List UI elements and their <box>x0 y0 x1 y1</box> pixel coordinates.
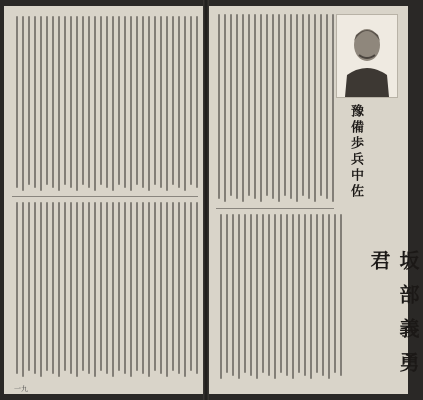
text-line <box>106 202 108 374</box>
text-line <box>40 16 42 191</box>
text-line <box>248 14 250 196</box>
text-line <box>94 16 96 191</box>
text-line <box>58 202 60 377</box>
text-line <box>326 14 328 199</box>
text-line <box>172 16 174 185</box>
text-line <box>118 16 120 185</box>
text-line <box>154 16 156 185</box>
text-line <box>250 214 252 376</box>
text-line <box>46 16 48 185</box>
text-line <box>160 202 162 374</box>
text-line <box>28 16 30 185</box>
text-line <box>70 16 72 188</box>
text-line <box>106 16 108 188</box>
text-line <box>52 16 54 188</box>
text-line <box>166 16 168 191</box>
text-line <box>314 14 316 202</box>
text-line <box>16 202 18 374</box>
text-line <box>46 202 48 371</box>
text-line <box>236 14 238 199</box>
text-line <box>260 14 262 202</box>
text-line <box>136 202 138 371</box>
text-line <box>266 14 268 196</box>
text-line <box>82 202 84 371</box>
text-line <box>310 214 312 379</box>
text-line <box>130 202 132 377</box>
text-line <box>328 214 330 379</box>
text-line <box>292 214 294 379</box>
text-line <box>136 16 138 185</box>
text-line <box>112 16 114 191</box>
text-line <box>172 202 174 371</box>
text-line <box>340 214 342 376</box>
text-line <box>124 202 126 374</box>
text-line <box>262 214 264 373</box>
text-line <box>22 16 24 191</box>
text-line <box>302 14 304 196</box>
text-line <box>184 16 186 191</box>
text-line <box>226 214 228 373</box>
text-line <box>130 16 132 191</box>
column-divider <box>216 208 334 209</box>
text-line <box>166 202 168 377</box>
page-number: 一九 <box>14 385 28 393</box>
text-line <box>298 214 300 373</box>
text-line <box>160 16 162 188</box>
text-line <box>34 16 36 188</box>
text-line <box>308 14 310 199</box>
text-line <box>224 14 226 202</box>
text-line <box>82 16 84 185</box>
text-line <box>274 214 276 379</box>
text-line <box>242 14 244 202</box>
text-line <box>278 14 280 202</box>
text-line <box>64 16 66 185</box>
text-line <box>322 214 324 376</box>
text-line <box>148 202 150 377</box>
text-line <box>190 16 192 185</box>
text-line <box>334 214 336 373</box>
text-line <box>100 202 102 371</box>
text-line <box>70 202 72 374</box>
text-line <box>220 214 222 379</box>
text-line <box>280 214 282 373</box>
text-line <box>52 202 54 374</box>
text-line <box>304 214 306 376</box>
text-line <box>148 16 150 191</box>
text-line <box>290 14 292 199</box>
text-line <box>88 16 90 188</box>
text-line <box>230 14 232 196</box>
person-name: 坂部義勇君 <box>367 250 420 386</box>
text-line <box>232 214 234 376</box>
text-line <box>254 14 256 199</box>
text-line <box>296 14 298 202</box>
text-line <box>238 214 240 379</box>
text-line <box>16 16 18 188</box>
text-line <box>76 16 78 191</box>
text-line <box>118 202 120 371</box>
rank-title: 豫備歩兵中佐 <box>348 104 363 200</box>
text-line <box>64 202 66 371</box>
text-line <box>112 202 114 377</box>
text-line <box>316 214 318 373</box>
text-line <box>40 202 42 377</box>
text-line <box>34 202 36 374</box>
text-line <box>268 214 270 376</box>
text-line <box>244 214 246 373</box>
text-line <box>178 16 180 188</box>
text-line <box>178 202 180 374</box>
text-line <box>22 202 24 377</box>
column-divider <box>12 196 198 197</box>
text-line <box>256 214 258 379</box>
text-line <box>284 14 286 196</box>
text-line <box>94 202 96 377</box>
text-line <box>196 16 198 188</box>
text-line <box>218 14 220 199</box>
book-gutter <box>203 0 209 400</box>
text-line <box>272 14 274 199</box>
portrait-icon <box>337 15 397 97</box>
text-line <box>124 16 126 188</box>
text-line <box>320 14 322 196</box>
text-line <box>142 16 144 188</box>
text-line <box>196 202 198 374</box>
text-line <box>286 214 288 376</box>
portrait-photo <box>336 14 398 98</box>
text-line <box>154 202 156 371</box>
text-line <box>190 202 192 371</box>
text-line <box>100 16 102 185</box>
text-line <box>76 202 78 377</box>
text-line <box>184 202 186 377</box>
text-line <box>28 202 30 371</box>
text-line <box>142 202 144 374</box>
text-line <box>58 16 60 191</box>
text-line <box>332 14 334 202</box>
text-line <box>88 202 90 374</box>
